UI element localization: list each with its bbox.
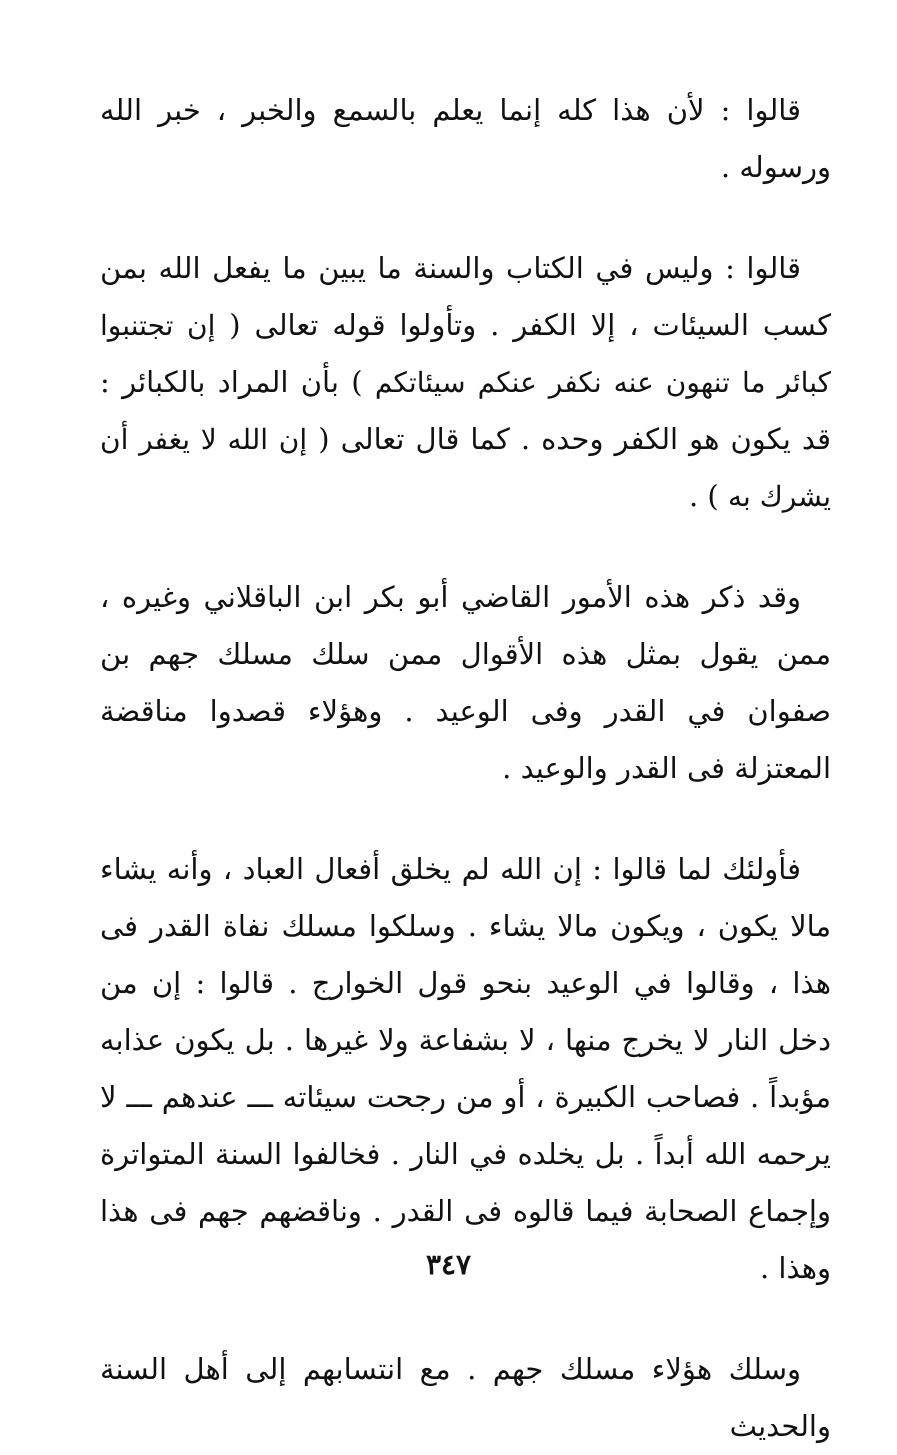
paragraph-4 <box>100 841 831 1297</box>
quran-verse-2: إن الله لا يغفر أن يشرك به <box>100 423 831 513</box>
paragraph-3 <box>100 569 831 797</box>
paragraph-1-text: قالوا : لأن هذا كله إنما يعلم بالسمع والخبر ، خبر الله ورسوله . <box>100 93 831 184</box>
paragraph-1 <box>100 82 831 196</box>
paragraph-5 <box>100 1341 831 1455</box>
paragraph-5-text: وسلك هؤلاء مسلك جهم . مع انتسابهم إلى أهل السنة والحديث <box>100 1352 831 1443</box>
paragraph-2-text-b: ) بأن المراد بالكبائر : قد يكون هو الكفر وحده . كما قال تعالى ( <box>100 365 832 456</box>
page-number: ٣٤٧ <box>425 1248 472 1281</box>
paragraph-2 <box>100 240 831 525</box>
paragraph-2-text-a: قالوا : وليس في الكتاب والسنة ما يبين ما يفعل الله بمن كسب السيئات ، إلا الكفر . وتأولوا قوله تعالى ( <box>100 251 831 342</box>
paragraph-4-text: فأولئك لما قالوا : إن الله لم يخلق أفعال العباد ، وأنه يشاء مالا يكون ، ويكون مالا يشاء . وسلكوا مسلك نفاة القدر فى هذا ، وقالوا في الوعيد بنحو قول الخوارج . قالوا : إن من دخل النار لا يخرج منها ، لا بشفاعة ولا غيرها . بل يكون عذابه مؤبداً . فصاحب الكبيرة ، أو من رجحت سيئاته ـــ عندهم ـــ لا يرحمه الله أبداً . بل يخلده في النار . فخالفوا السنة المتواترة وإجماع الصحابة فيما قالوه فى القدر . وناقضهم جهم فى هذا وهذا . <box>100 852 831 1285</box>
paragraph-3-text: وقد ذكر هذه الأمور القاضي أبو بكر ابن الباقلاني وغيره ، ممن يقول بمثل هذه الأقوال ممن سلك مسلك جهم بن صفوان في القدر وفى الوعيد . وهؤلاء قصدوا مناقضة المعتزلة فى القدر والوعيد . <box>100 580 831 785</box>
paragraph-2-text-c: ) . <box>689 479 719 513</box>
quran-verse-1: إن تجتنبوا كبائر ما تنهون عنه نكفر عنكم سيئاتكم <box>100 309 831 399</box>
